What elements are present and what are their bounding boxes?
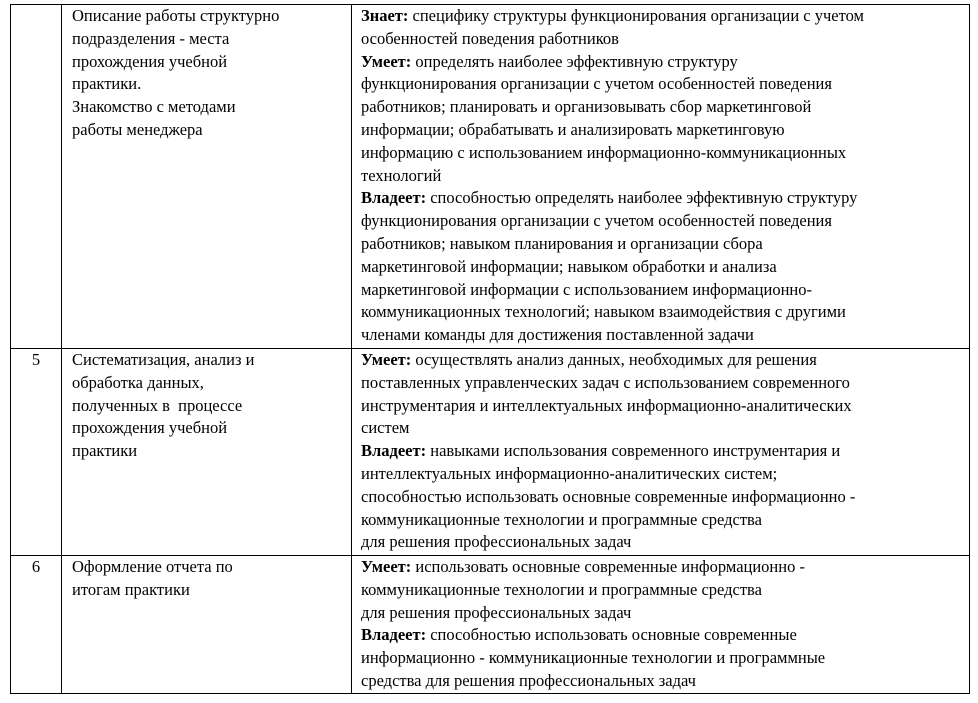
competencies-cell xyxy=(352,5,970,349)
stage-line: Знакомство с методами xyxy=(72,97,236,117)
can-label: Умеет: xyxy=(361,557,412,576)
owns-line: средства для решения профессиональных задач xyxy=(361,670,696,690)
can-line xyxy=(361,556,965,579)
owns-label: Владеет: xyxy=(361,441,427,461)
stage-line: прохождения учебной xyxy=(72,418,228,438)
table-row xyxy=(11,349,970,556)
stage-description xyxy=(62,556,352,694)
owns-line: членами команды для достижения поставленной задачи xyxy=(361,325,754,345)
can-line xyxy=(361,349,965,372)
can-line: поставленных управленческих задач с использованием современного xyxy=(361,372,850,392)
stage-line: Оформление отчета по xyxy=(72,557,233,576)
can-line: информации; обрабатывать и анализировать маркетинговую xyxy=(361,119,785,139)
can-line: информацию с использованием информационно-коммуникационных xyxy=(361,142,847,162)
stage-description xyxy=(62,349,352,556)
stage-line: практики. xyxy=(72,74,142,94)
can-label: Умеет: xyxy=(361,51,412,71)
row-number: 6 xyxy=(11,556,62,694)
knows-line: особенностей поведения работников xyxy=(361,28,619,48)
knows-label: Знает: xyxy=(361,6,409,25)
stage-line: подразделения - места xyxy=(72,28,230,48)
owns-line: коммуникационных технологий; навыком взаимодействия с другими xyxy=(361,302,846,322)
knows-text: специфику структуры функционирования организации с учетом xyxy=(412,6,864,25)
owns-label: Владеет: xyxy=(361,625,427,645)
can-line: коммуникационные технологии и программные средства xyxy=(361,579,762,599)
owns-line: информационно - коммуникационные технологии и программные xyxy=(361,648,826,668)
owns-line: маркетинговой информации с использованием информационно- xyxy=(361,279,812,299)
stage-description xyxy=(62,5,352,349)
owns-line: для решения профессиональных задач xyxy=(361,532,632,552)
can-text: определять наиболее эффективную структуру xyxy=(415,51,738,71)
owns-line xyxy=(361,440,965,463)
owns-line xyxy=(361,187,965,210)
stage-line: итогам практики xyxy=(72,579,190,599)
owns-line: коммуникационные технологии и программные средства xyxy=(361,509,762,529)
can-line: систем xyxy=(361,418,410,438)
knows-line xyxy=(361,5,965,28)
owns-line xyxy=(361,624,965,647)
owns-text: способностью определять наиболее эффективную структуру xyxy=(430,188,858,208)
owns-text: способностью использовать основные современные xyxy=(430,625,797,645)
owns-line: работников; навыком планирования и организации сбора xyxy=(361,233,763,253)
stage-line: Систематизация, анализ и xyxy=(72,350,255,369)
stage-line: Описание работы структурно xyxy=(72,6,280,25)
practice-stages-table xyxy=(10,4,970,694)
table-row xyxy=(11,556,970,694)
owns-text: навыками использования современного инструментария и xyxy=(430,441,841,461)
owns-line: функционирования организации с учетом особенностей поведения xyxy=(361,211,832,231)
can-line: инструментария и интеллектуальных информационно-аналитических xyxy=(361,395,852,415)
can-line: для решения профессиональных задач xyxy=(361,602,632,622)
can-line: работников; планировать и организовывать сбор маркетинговой xyxy=(361,97,812,117)
stage-line: полученных в процессе xyxy=(72,395,243,415)
can-line: технологий xyxy=(361,165,442,185)
can-line xyxy=(361,51,965,74)
can-text: осуществлять анализ данных, необходимых для решения xyxy=(415,350,817,369)
owns-line: интеллектуальных информационно-аналитических систем; xyxy=(361,463,778,483)
stage-line: прохождения учебной xyxy=(72,51,228,71)
can-label: Умеет: xyxy=(361,350,412,369)
can-line: функционирования организации с учетом особенностей поведения xyxy=(361,74,832,94)
competencies-cell xyxy=(352,556,970,694)
owns-line: маркетинговой информации; навыком обработки и анализа xyxy=(361,256,777,276)
competencies-cell xyxy=(352,349,970,556)
owns-label: Владеет: xyxy=(361,188,427,208)
stage-line: обработка данных, xyxy=(72,372,204,392)
owns-line: способностью использовать основные современные информационно - xyxy=(361,486,856,506)
row-number xyxy=(11,5,62,349)
stage-line: работы менеджера xyxy=(72,119,203,139)
can-text: использовать основные современные информационно - xyxy=(415,557,805,576)
table-row xyxy=(11,5,970,349)
stage-line: практики xyxy=(72,441,138,461)
row-number: 5 xyxy=(11,349,62,556)
